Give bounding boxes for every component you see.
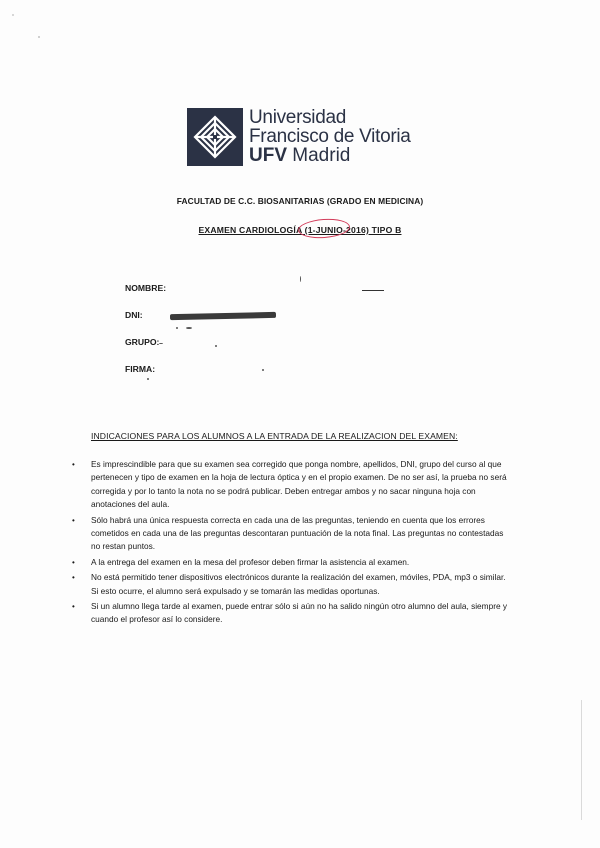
scan-speck — [186, 327, 192, 329]
faculty-title: FACULTAD DE C.C. BIOSANITARIAS (GRADO EN MEDICINA) — [176, 196, 424, 206]
scan-speck — [147, 378, 149, 380]
scan-edge-line — [581, 700, 582, 820]
exam-title: EXAMEN CARDIOLOGÍA (1-JUNIO-2016) TIPO B — [198, 225, 402, 235]
list-item — [72, 571, 512, 598]
list-item-text: Sólo habrá una única respuesta correcta en cada una de las preguntas, teniendo en cuenta que los errores cometidos en cada una de las preguntas descontaran puntuación de la nota final. Las preguntas no contestadas no restan puntos. — [91, 514, 504, 552]
scan-speck — [300, 276, 301, 282]
list-item — [72, 514, 512, 554]
university-logo — [187, 108, 417, 168]
indications-heading: INDICACIONES PARA LOS ALUMNOS A LA ENTRADA DE LA REALIZACION DEL EXAMEN: — [91, 431, 458, 441]
bullet-icon: • — [72, 460, 75, 469]
logo-line-campus — [249, 146, 411, 165]
scan-speck — [215, 345, 217, 347]
ufv-emblem-icon — [187, 108, 243, 166]
field-firma-label: FIRMA: — [125, 364, 156, 374]
logo-ufv: UFV — [249, 145, 287, 166]
indications-list — [72, 458, 512, 629]
list-item — [72, 458, 512, 512]
field-nombre-label: NOMBRE: — [125, 283, 167, 293]
nombre-dash-mark — [362, 290, 384, 291]
logo-line-university: Universidad — [249, 107, 347, 128]
redaction-bar — [170, 312, 276, 320]
bullet-icon: • — [72, 573, 75, 583]
scan-speck — [12, 14, 14, 16]
bullet-icon: • — [72, 557, 75, 567]
list-item-text: No está permitido tener dispositivos electrónicos durante la realización del examen, móviles, PDA, mp3 o similar. Si esto ocurre, el alumno será expulsado y se tomarán las medidas oportunas. — [91, 572, 506, 596]
logo-line-name: Francisco de Vitoria — [249, 126, 411, 147]
list-item — [72, 600, 512, 627]
logo-wordmark — [249, 108, 411, 165]
field-dni-label: DNI: — [125, 310, 143, 320]
scan-speck — [38, 36, 40, 38]
logo-madrid: Madrid — [292, 145, 351, 166]
list-item-text: Si un alumno llega tarde al examen, puede entrar sólo si aún no ha salido ningún otro alumno del aula, siempre y cuando el profesor así lo considere. — [91, 601, 508, 625]
bullet-icon: • — [72, 602, 75, 612]
scan-speck — [262, 369, 264, 371]
bullet-icon: • — [72, 515, 75, 525]
scan-speck — [176, 327, 178, 329]
list-item — [72, 556, 512, 569]
list-item-text: A la entrega del examen en la mesa del profesor deben firmar la asistencia al examen. — [91, 556, 410, 567]
scan-speck — [159, 343, 163, 344]
list-item-text: Es imprescindible para que su examen sea corregido que ponga nombre, apellidos, DNI, grupo del curso al que pertenecen y tipo de examen en la hoja de lectura óptica y en el propio examen. De no ser así, la prueba no será corregida y por lo tanto la nota no se podrá publicar. Deben entregar ambos y no sacar ninguna hoja con anotaciones del aula. — [91, 459, 507, 510]
field-grupo-label: GRUPO: — [125, 337, 160, 347]
handwritten-circle-mark — [297, 217, 350, 240]
